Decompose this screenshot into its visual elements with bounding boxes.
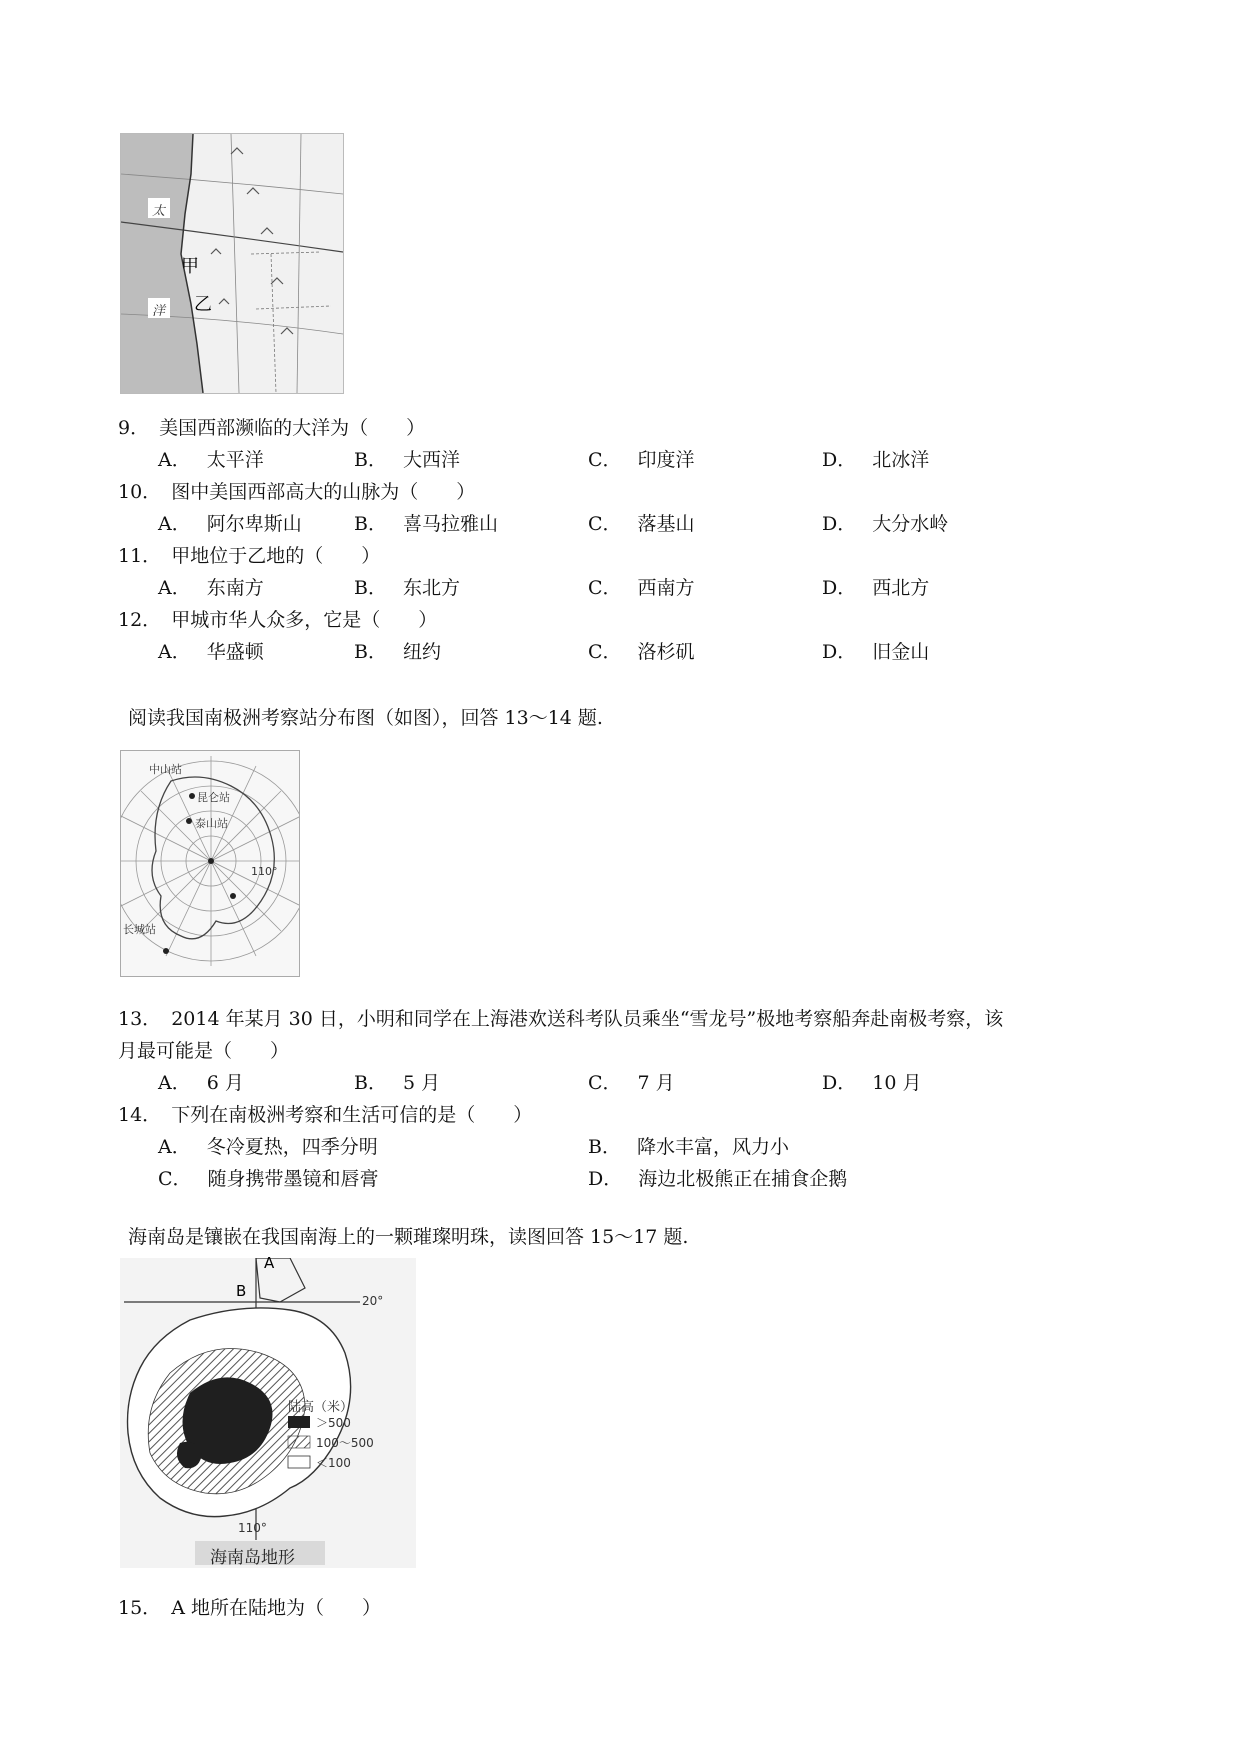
option-12d: D． 旧金山 <box>822 641 930 663</box>
option-10d: D． 大分水岭 <box>822 513 949 535</box>
question-number: 11． <box>118 545 162 567</box>
option-11a: A． 东南方 <box>158 577 264 599</box>
question-15 <box>118 1596 381 1620</box>
question-stem: 图中美国西部高大的山脉为（ ） <box>171 481 476 503</box>
question-number: 15． <box>118 1597 162 1619</box>
map-label-a: A <box>264 1254 275 1272</box>
question-13 <box>118 1007 1003 1031</box>
legend-item-high: ＞500 <box>316 1416 351 1430</box>
station-zhongshan: 中山站 <box>149 763 182 776</box>
station-taishan: 泰山站 <box>195 817 228 830</box>
question-9 <box>118 416 425 440</box>
legend-item-mid: 100～500 <box>316 1436 374 1450</box>
question-14 <box>118 1103 532 1127</box>
question-number: 12． <box>118 609 162 631</box>
question-stem-line1: 2014 年某月 30 日，小明和同学在上海港欢送科考队员乘坐“雪龙号”极地考察船奔赴南极考察，该 <box>171 1008 1004 1030</box>
question-13-line2: 月最可能是（ ） <box>118 1040 290 1062</box>
option-9c: C． 印度洋 <box>588 449 695 471</box>
option-14c: C． 随身携带墨镜和唇膏 <box>158 1168 379 1190</box>
question-12 <box>118 608 437 632</box>
option-9a: A． 太平洋 <box>158 449 264 471</box>
option-13a: A． 6 月 <box>158 1072 244 1094</box>
question-number: 13． <box>118 1008 162 1030</box>
longitude-label: 110° <box>238 1521 267 1535</box>
option-11c: C． 西南方 <box>588 577 695 599</box>
legend-title: 陆高（米） <box>288 1400 354 1415</box>
ocean-label-yang: 洋 <box>152 304 166 319</box>
option-14a: A． 冬冷夏热，四季分明 <box>158 1136 378 1158</box>
question-stem: 甲地位于乙地的（ ） <box>171 545 381 567</box>
figure-hainan-map <box>120 1254 416 1568</box>
question-number: 9． <box>118 417 150 439</box>
option-13c: C． 7 月 <box>588 1072 675 1094</box>
option-13d: D． 10 月 <box>822 1072 922 1094</box>
option-13b: B． 5 月 <box>354 1072 441 1094</box>
ocean-label-tai: 太 <box>152 204 166 219</box>
option-12a: A． 华盛顿 <box>158 641 264 663</box>
question-number: 14． <box>118 1104 162 1126</box>
map-label-yi: 乙 <box>194 294 212 315</box>
question-10 <box>118 480 475 504</box>
legend-item-low: ＜100 <box>316 1456 351 1470</box>
option-9b: B． 大西洋 <box>354 449 460 471</box>
longitude-label: 110° <box>251 865 278 878</box>
antarctica-map-drawing <box>121 751 299 976</box>
intro-hainan: 海南岛是镶嵌在我国南海上的一颗璀璨明珠，读图回答 15～17 题. <box>128 1226 689 1248</box>
us-west-map-drawing <box>121 134 343 393</box>
figure-antarctica-map <box>120 750 300 977</box>
option-10c: C． 落基山 <box>588 513 695 535</box>
question-11 <box>118 544 380 568</box>
station-changcheng: 长城站 <box>123 923 156 936</box>
question-stem: 美国西部濒临的大洋为（ ） <box>159 417 426 439</box>
question-number: 10． <box>118 481 162 503</box>
option-11b: B． 东北方 <box>354 577 460 599</box>
question-stem: 甲城市华人众多，它是（ ） <box>171 609 438 631</box>
option-9d: D． 北冰洋 <box>822 449 930 471</box>
option-10a: A． 阿尔卑斯山 <box>158 513 302 535</box>
option-14d: D． 海边北极熊正在捕食企鹅 <box>588 1168 848 1190</box>
option-12c: C． 洛杉矶 <box>588 641 695 663</box>
option-11d: D． 西北方 <box>822 577 930 599</box>
option-14b: B． 降水丰富，风力小 <box>588 1136 789 1158</box>
question-stem: 下列在南极洲考察和生活可信的是（ ） <box>171 1104 533 1126</box>
option-12b: B． 纽约 <box>354 641 441 663</box>
latitude-label: 20° <box>362 1294 384 1308</box>
figure-caption: 海南岛地形 <box>210 1548 295 1568</box>
question-stem: A 地所在陆地为（ ） <box>171 1597 381 1619</box>
option-10b: B． 喜马拉雅山 <box>354 513 498 535</box>
map-label-jia: 甲 <box>181 256 199 277</box>
intro-antarctica: 阅读我国南极洲考察站分布图（如图），回答 13～14 题. <box>128 707 603 729</box>
map-label-b: B <box>236 1282 247 1300</box>
figure-us-west-map <box>120 133 344 394</box>
station-kunlun: 昆仑站 <box>197 791 230 804</box>
